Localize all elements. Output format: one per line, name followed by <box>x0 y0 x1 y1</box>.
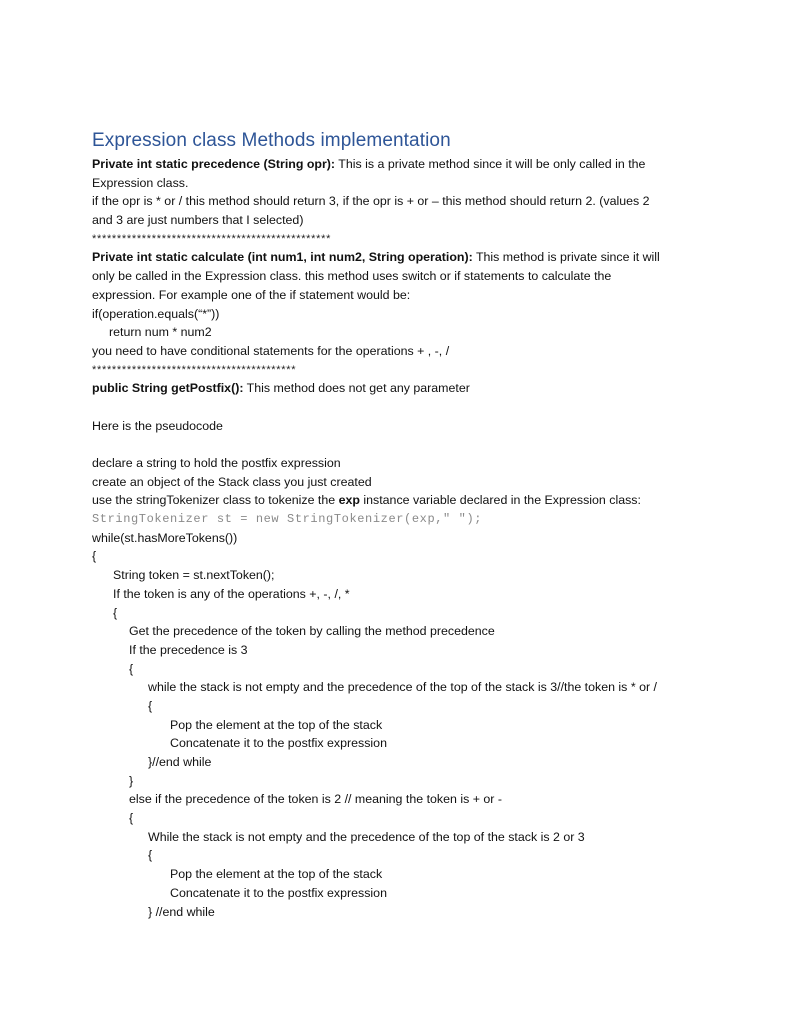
calculate-desc-3: expression. For example one of the if statement would be: <box>92 287 411 302</box>
precedence-signature-line <box>92 155 712 174</box>
pseudo-line-13: while the stack is not empty and the precedence of the top of the stack is 3//the token is * or / <box>148 680 657 695</box>
separator-1: ************************************************ <box>92 232 332 245</box>
getpostfix-signature-line <box>92 379 712 398</box>
getpostfix-sig-name: getPostfix <box>171 381 232 396</box>
precedence-rule-1: if the opr is * or / this method should return 3, if the opr is + or – this method should return 2. (values 2 <box>92 194 650 209</box>
pseudo-line-3 <box>92 491 712 510</box>
pseudo-line-23: Pop the element at the top of the stack <box>170 867 383 882</box>
document-page <box>92 128 712 921</box>
calculate-note: you need to have conditional statements for the operations + , -, / <box>92 343 450 358</box>
pseudo-line-3c: instance variable declared in the Expression class: <box>359 493 641 508</box>
pseudo-line-7: String token = st.nextToken(); <box>113 568 275 583</box>
precedence-desc-cont: Expression class. <box>92 175 189 190</box>
pseudo-line-12: { <box>129 661 134 676</box>
getpostfix-sig-plain: public String <box>92 381 172 396</box>
pseudo-line-24: Concatenate it to the postfix expression <box>170 885 387 900</box>
pseudo-line-15: Pop the element at the top of the stack <box>170 717 383 732</box>
pseudo-line-6: { <box>92 549 97 564</box>
precedence-rule-2: and 3 are just numbers that I selected) <box>92 213 304 228</box>
pseudo-line-22: { <box>148 848 153 863</box>
pseudocode-intro: Here is the pseudocode <box>92 418 223 433</box>
pseudo-line-21: While the stack is not empty and the precedence of the top of the stack is 2 or 3 <box>148 829 585 844</box>
calculate-code-1: if(operation.equals(“*”)) <box>92 306 220 321</box>
pseudo-line-14: { <box>148 698 153 713</box>
pseudo-line-2: create an object of the Stack class you just created <box>92 474 372 489</box>
precedence-signature: Private int static precedence (String opr): <box>92 157 336 171</box>
section-heading: Expression class Methods implementation <box>92 130 451 151</box>
getpostfix-desc: This method does not get any parameter <box>243 381 470 396</box>
pseudo-line-17: }//end while <box>148 755 212 769</box>
spacer <box>92 435 712 454</box>
pseudo-line-1: declare a string to hold the postfix expression <box>92 456 341 470</box>
pseudo-line-11: If the precedence is 3 <box>129 642 248 657</box>
separator-2: ***************************************** <box>92 363 297 376</box>
pseudo-line-5: while(st.hasMoreTokens()) <box>92 530 238 545</box>
pseudo-line-3a: use the stringTokenizer class to tokenize the <box>92 493 339 508</box>
calculate-signature: Private int static calculate (int num1, int num2, String operation): <box>92 250 473 265</box>
pseudo-line-16: Concatenate it to the postfix expression <box>170 736 387 751</box>
pseudo-code-tokenizer: StringTokenizer st = new StringTokenizer(exp," "); <box>92 512 483 527</box>
calculate-signature-line <box>92 248 712 267</box>
precedence-desc: This is a private method since it will be only called in the <box>335 157 646 171</box>
calculate-desc: This method is private since it will <box>472 250 660 265</box>
pseudo-line-3b: exp <box>338 493 360 508</box>
spacer <box>92 398 712 417</box>
pseudo-line-9: { <box>113 605 118 620</box>
getpostfix-sig-end: (): <box>231 381 244 396</box>
calculate-desc-2: only be called in the Expression class. this method uses switch or if statements to calculate the <box>92 269 612 284</box>
pseudo-line-19: else if the precedence of the token is 2 // meaning the token is + or - <box>129 792 502 807</box>
pseudo-line-20: { <box>129 811 134 826</box>
calculate-code-2: return num * num2 <box>109 325 212 340</box>
pseudo-line-8: If the token is any of the operations +, -, /, * <box>113 586 350 601</box>
pseudo-line-25: } //end while <box>148 904 215 919</box>
pseudo-line-18: } <box>129 773 134 788</box>
pseudo-line-10: Get the precedence of the token by calling the method precedence <box>129 624 495 639</box>
